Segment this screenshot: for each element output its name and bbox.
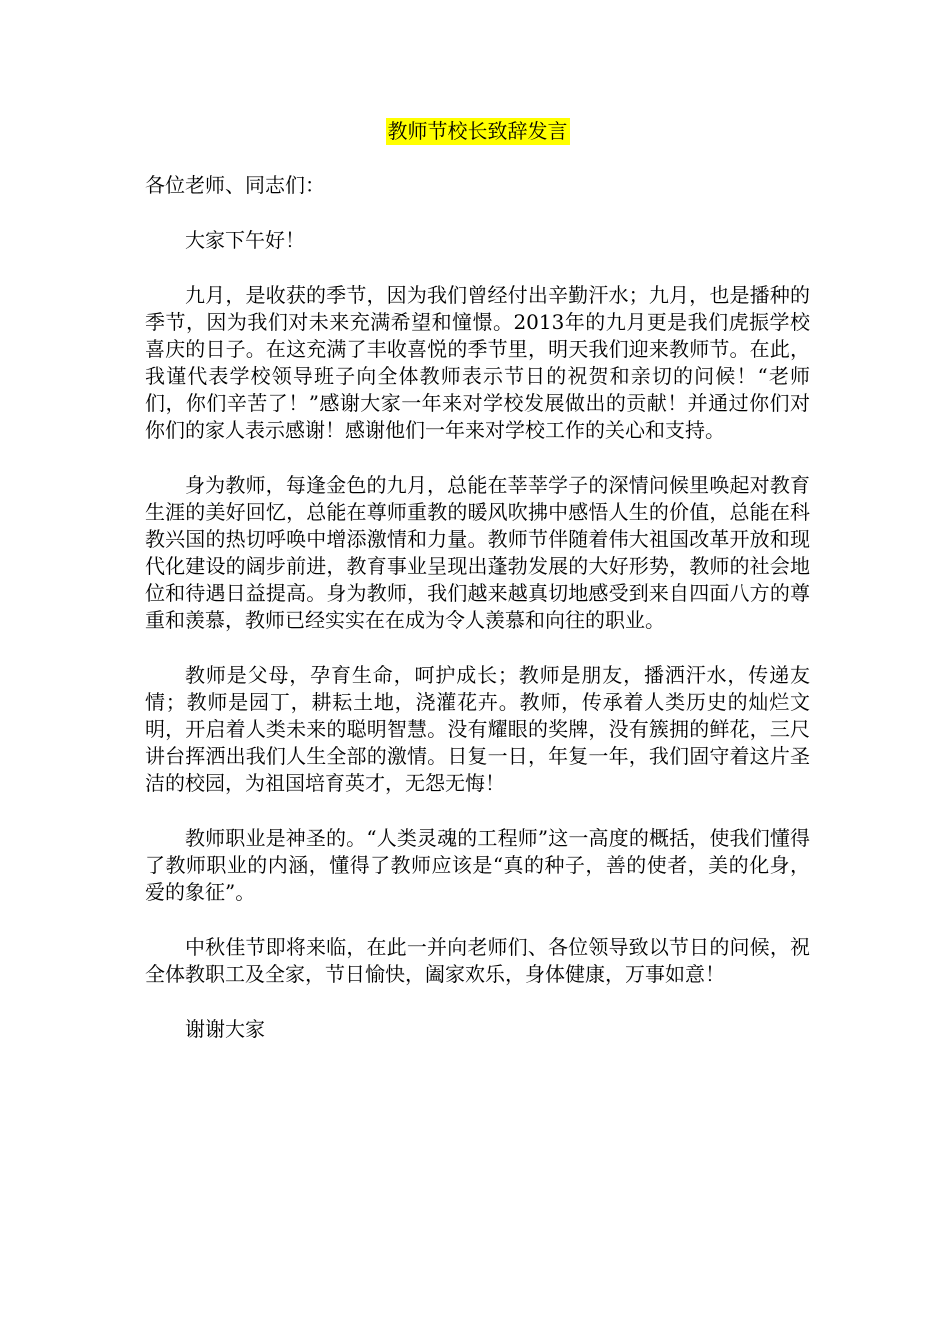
paragraph-being-teacher: 身为教师，每逢金色的九月，总能在莘莘学子的深情问候里唤起对教育生涯的美好回忆，总能在尊师重教的暖风吹拂中感悟人生的价值，总能在科教兴国的热切呼唤中增添激情和力量。教师节伴随着伟大祖国改革开放和现代化建设的阔步前进，教育事业呈现出蓬勃发展的大好形势，教师的社会地位和待遇日益提高。身为教师，我们越来越真切地感受到来自四面八方的尊重和羡慕，教师已经实实在在成为令人羡慕和向往的职业。 [145, 473, 810, 632]
paragraph-teacher-roles: 教师是父母，孕育生命，呵护成长；教师是朋友，播洒汗水，传递友情；教师是园丁，耕耘土地，浇灌花卉。教师，传承着人类历史的灿烂文明，开启着人类未来的聪明智慧。没有耀眼的奖牌，没有簇拥的鲜花，三尺讲台挥洒出我们人生全部的激情。日复一日，年复一年，我们固守着这片圣洁的校园，为祖国培育英才，无怨无悔！ [145, 663, 810, 795]
paragraph-mid-autumn: 中秋佳节即将来临，在此一并向老师们、各位领导致以节日的问候，祝全体教职工及全家，节日愉快，阖家欢乐，身体健康，万事如意！ [145, 935, 810, 986]
document-title: 教师节校长致辞发言 [387, 119, 568, 143]
greeting-paragraph: 大家下午好！ [185, 228, 305, 252]
document-body [145, 118, 810, 1071]
paragraph-sacred-profession: 教师职业是神圣的。“人类灵魂的工程师”这一高度的概括，使我们懂得了教师职业的内涵，懂得了教师应该是“真的种子，善的使者，美的化身，爱的象征”。 [145, 826, 810, 904]
salutation: 各位老师、同志们： [145, 173, 325, 197]
title-row [145, 118, 810, 145]
paragraph-september: 九月，是收获的季节，因为我们曾经付出辛勤汗水；九月，也是播种的季节，因为我们对未来充满希望和憧憬。2013年的九月更是我们虎振学校喜庆的日子。在这充满了丰收喜悦的季节里，明天我们迎来教师节。在此，我谨代表学校领导班子向全体教师表示节日的祝贺和亲切的问候！“老师们，你们辛苦了！”感谢大家一年来对学校发展做出的贡献！并通过你们对你们的家人表示感谢！感谢他们一年来对学校工作的关心和支持。 [145, 283, 810, 442]
closing-paragraph: 谢谢大家 [185, 1017, 265, 1041]
